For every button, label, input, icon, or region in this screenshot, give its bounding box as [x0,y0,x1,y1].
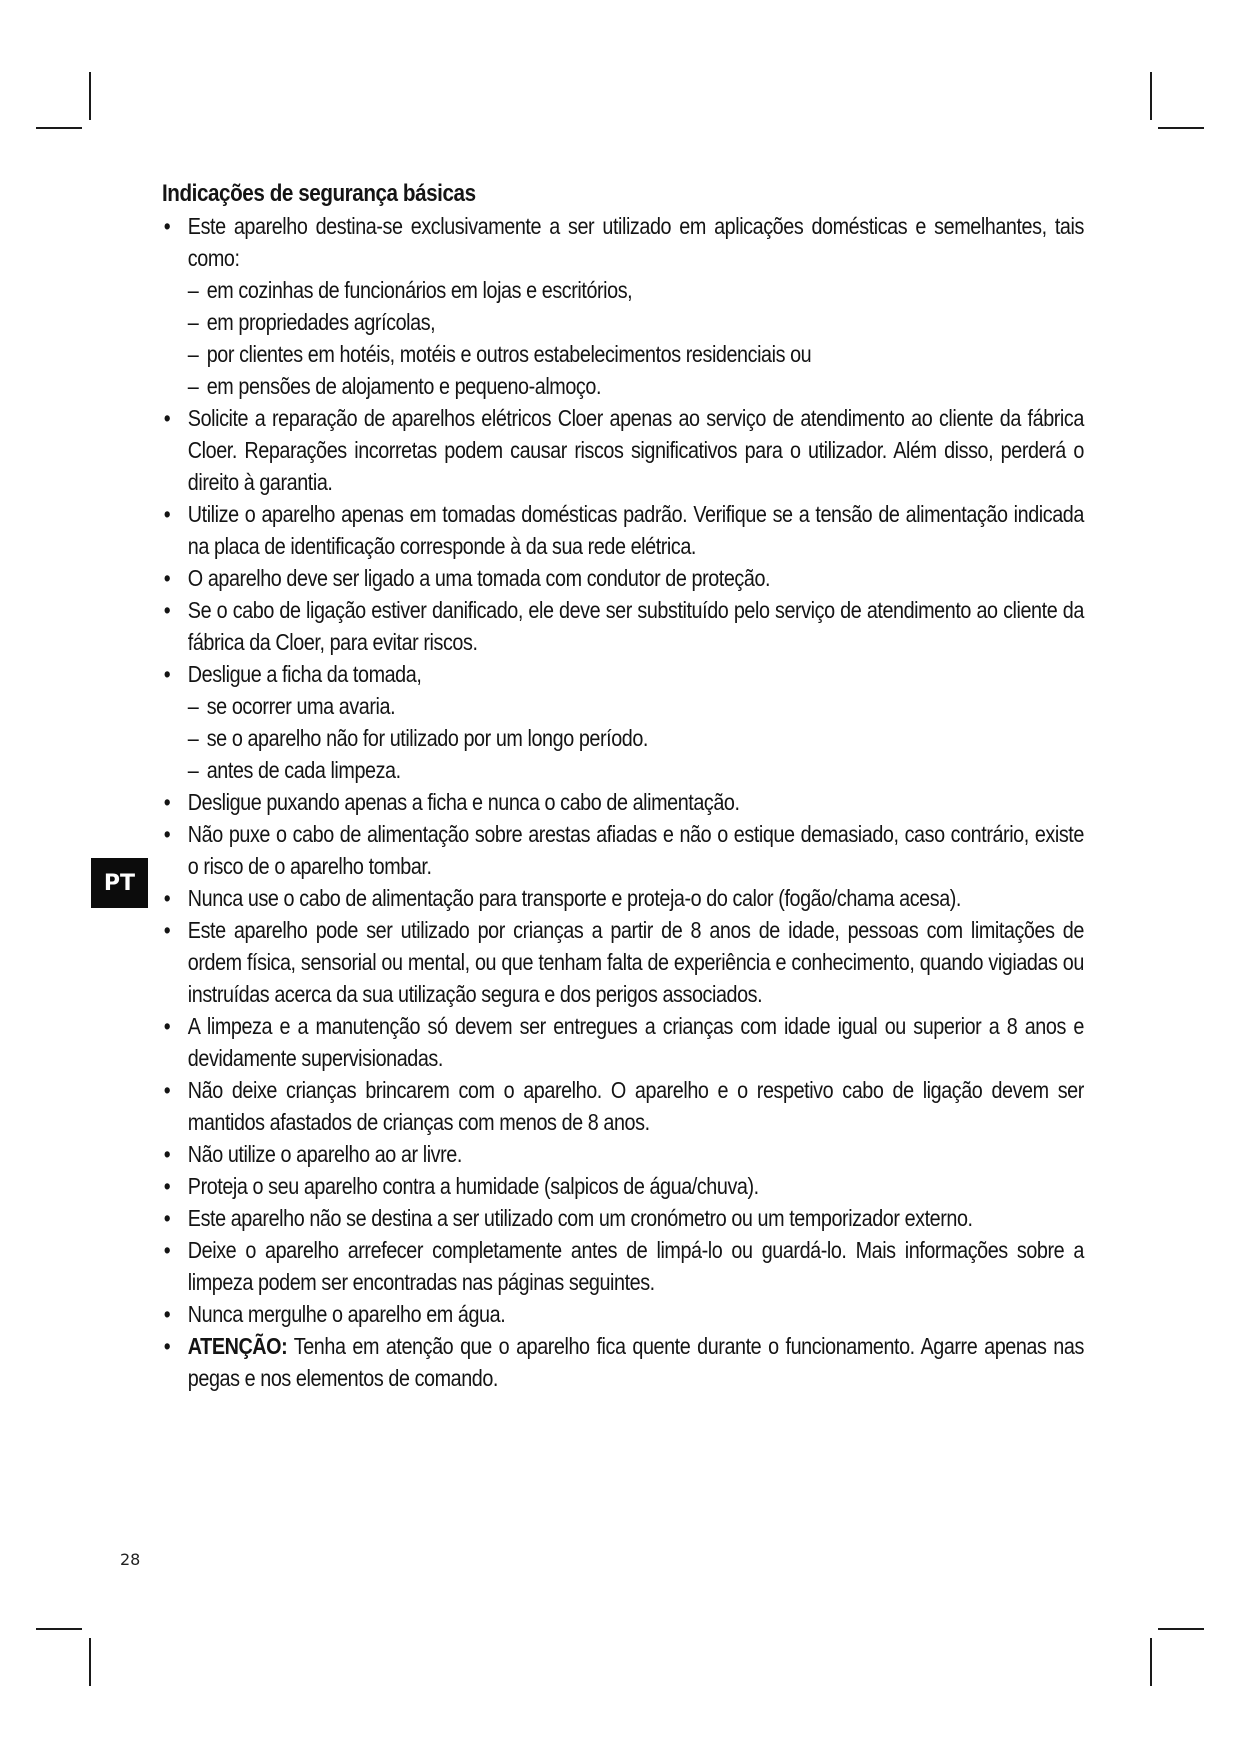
sub-list [188,690,1084,786]
list-item: • Este aparelho não se destina a ser utilizado com um cronómetro ou um temporizador externo. [162,1202,1084,1234]
page-number: 28 [120,1550,141,1569]
list-item: • Solicite a reparação de aparelhos elétricos Cloer apenas ao serviço de atendimento ao cliente da fábrica Cloer. Reparações incorretas podem causar riscos significativos para o utilizador. Além disso, perderá o direito à garantia. [162,402,1084,498]
crop-mark [1150,72,1152,120]
crop-mark [1158,1628,1204,1630]
list-item: • Nunca mergulhe o aparelho em água. [162,1298,1084,1330]
item-text: Este aparelho destina-se exclusivamente a ser utilizado em aplicações domésticas e semelhantes, tais como: [187,213,1084,271]
sub-item: – em pensões de alojamento e pequeno-almoço. [188,370,1084,402]
safety-list [162,210,1084,1394]
crop-mark [89,72,91,120]
language-tab: PT [91,858,148,908]
sub-list [188,274,1084,402]
list-item [162,1330,1084,1394]
crop-mark [1158,127,1204,129]
list-item: • Nunca use o cabo de alimentação para transporte e proteja-o do calor (fogão/chama acesa). [162,882,1084,914]
safety-section [162,178,1084,1394]
list-item: • Utilize o aparelho apenas em tomadas domésticas padrão. Verifique se a tensão de alimentação indicada na placa de identificação corresponde à da sua rede elétrica. [162,498,1084,562]
sub-item: – antes de cada limpeza. [188,754,1084,786]
list-item: • Não deixe crianças brincarem com o aparelho. O aparelho e o respetivo cabo de ligação devem ser mantidos afastados de crianças com menos de 8 anos. [162,1074,1084,1138]
crop-mark [1150,1638,1152,1686]
list-item: • Este aparelho pode ser utilizado por crianças a partir de 8 anos de idade, pessoas com limitações de ordem física, sensorial ou mental, ou que tenham falta de experiência e conhecimento, quando vigiadas ou instruídas acerca da sua utilização segura e dos perigos associados. [162,914,1084,1010]
sub-item: – por clientes em hotéis, motéis e outros estabelecimentos residenciais ou [188,338,1084,370]
item-text: Desligue a ficha da tomada, [187,661,422,687]
warning-label: ATENÇÃO: [187,1333,288,1359]
crop-mark [36,1628,82,1630]
list-item: • A limpeza e a manutenção só devem ser entregues a crianças com idade igual ou superior a 8 anos e devidamente supervisionadas. [162,1010,1084,1074]
crop-mark [89,1638,91,1686]
warning-text: Tenha em atenção que o aparelho fica quente durante o funcionamento. Agarre apenas nas pegas e nos elementos de comando. [187,1333,1084,1391]
sub-item: – se ocorrer uma avaria. [188,690,1084,722]
list-item: • Deixe o aparelho arrefecer completamente antes de limpá-lo ou guardá-lo. Mais informações sobre a limpeza podem ser encontradas nas páginas seguintes. [162,1234,1084,1298]
crop-mark [36,127,82,129]
list-item [162,658,1084,786]
section-heading: Indicações de segurança básicas [162,180,476,207]
list-item: • Se o cabo de ligação estiver danificado, ele deve ser substituído pelo serviço de atendimento ao cliente da fábrica da Cloer, para evitar riscos. [162,594,1084,658]
sub-item: – em cozinhas de funcionários em lojas e escritórios, [188,274,1084,306]
list-item: • Desligue puxando apenas a ficha e nunca o cabo de alimentação. [162,786,1084,818]
sub-item: – se o aparelho não for utilizado por um longo período. [188,722,1084,754]
list-item: • Não utilize o aparelho ao ar livre. [162,1138,1084,1170]
list-item: • O aparelho deve ser ligado a uma tomada com condutor de proteção. [162,562,1084,594]
list-item: • Proteja o seu aparelho contra a humidade (salpicos de água/chuva). [162,1170,1084,1202]
sub-item: – em propriedades agrícolas, [188,306,1084,338]
list-item: • Não puxe o cabo de alimentação sobre arestas afiadas e não o estique demasiado, caso contrário, existe o risco de o aparelho tombar. [162,818,1084,882]
list-item [162,210,1084,402]
